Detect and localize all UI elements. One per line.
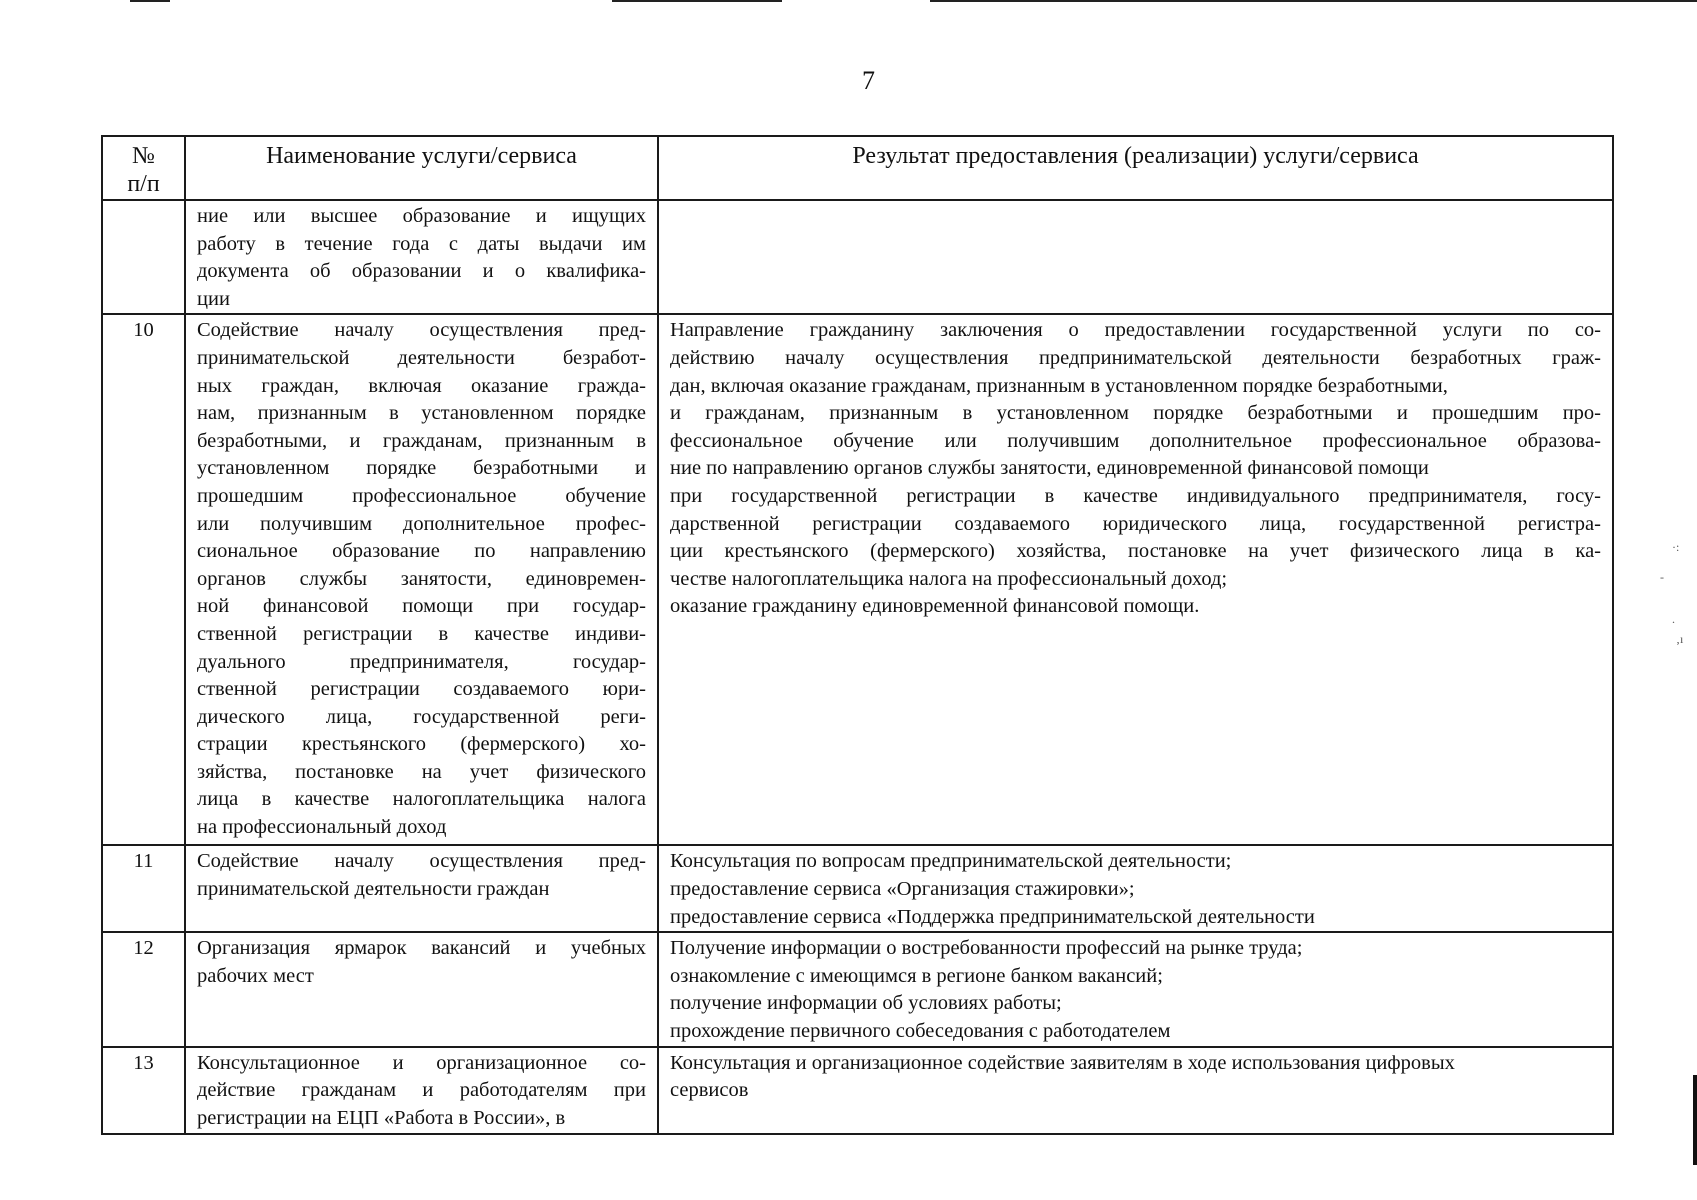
service-result-line: оказание гражданину единовременной финансовой помощи.	[670, 595, 1200, 618]
service-name-line: ных граждан, включая оказание гражда-	[197, 374, 646, 397]
service-name-line: ние или высшее образование и ищущих	[197, 205, 646, 227]
service-result-line: прохождение первичного собеседования с работодателем	[670, 1019, 1171, 1042]
scan-speck: -	[1660, 570, 1664, 584]
service-name-line: страции крестьянского (фермерского) хо-	[197, 733, 646, 756]
service-name-line: работу в течение года с даты выдачи им	[197, 232, 646, 255]
table-row	[102, 1047, 1613, 1134]
page-number: 7	[862, 66, 875, 95]
service-result-line: Направление гражданину заключения о предоставлении государственной услуги по со-	[670, 319, 1601, 342]
service-result-line: предоставление сервиса «Поддержка предпринимательской деятельности	[670, 905, 1315, 928]
column-header-name: Наименование услуги/сервиса	[185, 136, 658, 200]
service-result-cell	[658, 314, 1613, 845]
service-name-line: прошедшим профессиональное обучение	[197, 484, 646, 507]
table-row	[102, 845, 1613, 932]
service-name-line: безработными, и гражданам, признанным в	[197, 429, 646, 452]
service-result-cell	[658, 1047, 1613, 1134]
service-name-line: ственной регистрации создаваемого юри-	[197, 678, 646, 701]
service-name-line: Содействие началу осуществления пред-	[197, 319, 646, 342]
column-header-result: Результат предоставления (реализации) услуги/сервиса	[658, 136, 1613, 200]
service-result-cell	[658, 200, 1613, 314]
service-result-line: ознакомление с имеющимся в регионе банком вакансий;	[670, 964, 1163, 987]
scan-right-edge	[1693, 1075, 1697, 1165]
service-name-line: регистрации на ЕЦП «Работа в России», в	[197, 1106, 566, 1129]
service-name-line: Организация ярмарок вакансий и учебных	[197, 937, 646, 960]
column-header-number	[102, 136, 185, 200]
row-number-cell: 12	[102, 932, 185, 1046]
service-name-line: дуального предпринимателя, государ-	[197, 650, 646, 673]
service-name-line: лица в качестве налогоплательщика налога	[197, 788, 646, 811]
column-header-number-line2: п/п	[127, 171, 160, 197]
service-name-line: принимательской деятельности граждан	[197, 877, 550, 900]
scan-top-rule-3	[930, 0, 1697, 2]
scan-top-rule-1	[130, 0, 170, 2]
scan-speck: ‚ı	[1676, 632, 1684, 646]
column-header-number-line1: №	[132, 143, 155, 169]
service-name-line: зяйства, постановке на учет физического	[197, 760, 646, 783]
service-result-cell	[658, 845, 1613, 932]
scan-speck: ·:	[1672, 540, 1680, 554]
service-name-line: или получившим дополнительное профес-	[197, 512, 646, 535]
service-result-line: честве налогоплательщика налога на профессиональный доход;	[670, 567, 1228, 590]
service-name-line: органов службы занятости, единовремен-	[197, 567, 646, 590]
service-name-line: установленном порядке безработными и	[197, 457, 646, 480]
service-result-line: фессиональное обучение или получившим дополнительное профессиональное образова-	[670, 429, 1601, 452]
row-number-cell	[102, 200, 185, 314]
service-name-cell	[185, 1047, 658, 1134]
service-result-line: и гражданам, признанным в установленном порядке безработными и прошедшим про-	[670, 402, 1601, 425]
service-result-line: дан, включая оказание гражданам, признанным в установленном порядке безработными,	[670, 374, 1448, 397]
service-name-cell	[185, 200, 658, 314]
row-number-cell: 13	[102, 1047, 185, 1134]
table-header-row	[102, 136, 1613, 200]
service-result-line: получение информации об условиях работы;	[670, 992, 1062, 1015]
service-name-line: нам, признанным в установленном порядке	[197, 402, 646, 425]
table-body	[102, 200, 1613, 1134]
service-name-cell	[185, 314, 658, 845]
service-result-line: при государственной регистрации в качестве индивидуального предпринимателя, госу-	[670, 484, 1601, 507]
service-name-line: ной финансовой помощи при государ-	[197, 595, 646, 618]
scan-top-rule-2	[612, 0, 782, 2]
service-result-cell	[658, 932, 1613, 1046]
service-name-line: принимательской деятельности безработ-	[197, 346, 646, 369]
service-result-line: дарственной регистрации создаваемого юридического лица, государственной регистра-	[670, 512, 1601, 535]
service-name-line: Содействие началу осуществления пред-	[197, 850, 646, 873]
service-name-line: Консультационное и организационное со-	[197, 1051, 646, 1074]
service-result-line: предоставление сервиса «Организация стажировки»;	[670, 877, 1135, 900]
service-name-line: ственной регистрации в качестве индиви-	[197, 622, 646, 645]
service-result-line: ции крестьянского (фермерского) хозяйства, постановке на учет физического лица в ка-	[670, 540, 1601, 563]
table-row	[102, 932, 1613, 1046]
row-number-cell: 11	[102, 845, 185, 932]
table-row	[102, 314, 1613, 845]
service-name-line: дического лица, государственной реги-	[197, 705, 646, 728]
service-name-line: сиональное образование по направлению	[197, 540, 646, 563]
service-name-line: ции	[197, 287, 230, 310]
service-name-line: документа об образовании и о квалифика-	[197, 260, 646, 283]
service-name-line: рабочих мест	[197, 964, 314, 987]
service-name-line: на профессиональный доход	[197, 816, 447, 839]
table-row	[102, 200, 1613, 314]
service-result-line: сервисов	[670, 1079, 749, 1102]
service-result-line: действию началу осуществления предпринимательской деятельности безработных граж-	[670, 346, 1601, 369]
services-table	[101, 135, 1614, 1135]
service-result-line: ние по направлению органов службы занятости, единовременной финансовой помощи	[670, 457, 1429, 480]
row-number-cell: 10	[102, 314, 185, 845]
service-name-line: действие гражданам и работодателям при	[197, 1079, 646, 1102]
service-result-line: Консультация по вопросам предпринимательской деятельности;	[670, 850, 1232, 873]
service-name-cell	[185, 932, 658, 1046]
service-name-cell	[185, 845, 658, 932]
scan-speck: .	[1672, 612, 1675, 626]
service-result-line: Консультация и организационное содействие заявителям в ходе использования цифровых	[670, 1051, 1455, 1074]
service-result-line: Получение информации о востребованности профессий на рынке труда;	[670, 937, 1303, 960]
